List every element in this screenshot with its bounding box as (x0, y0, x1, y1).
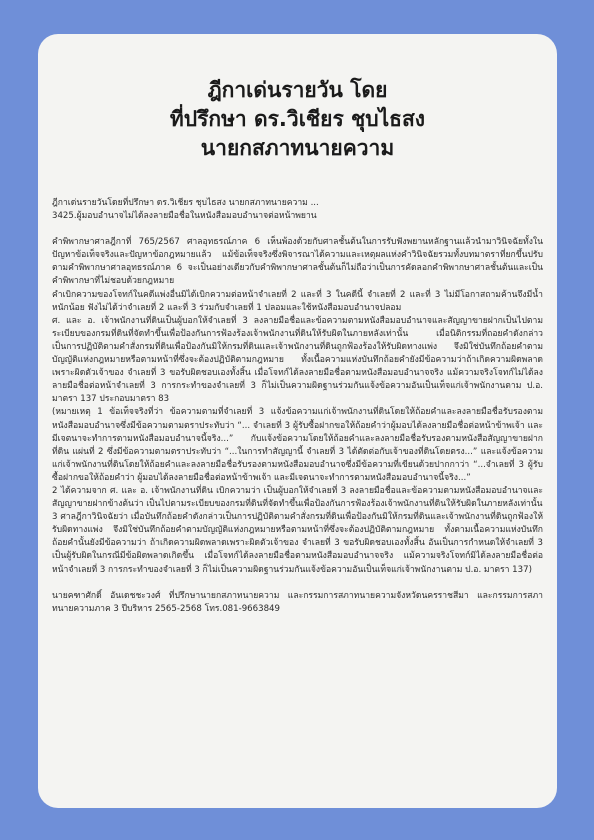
body-paragraph-3: ศ. และ อ. เจ้าพนักงานที่ดินเป็นผู้บอกให้จำเลยที่ 3 ลงลายมือชื่อและข้อความตามหนังสือมอบอำนาจและสัญญาขายฝากเป็นไปตามระเบียบของกรมที่ดินที่จัดทำขึ้นเพื่อป้องกันการฟ้องร้องเจ้าพนักงานที่ดินให้รับผิดในภายหลังเท่านั้น เมื่อนิติกรรมที่ถอยคำดังกล่าวเป็นการปฏิบัติตามคำสั่งกรมที่ดินเพื่อป้องกันมิให้กรมที่ดินและเจ้าพนักงานที่ดินถูกฟ้องร้องให้รับผิดทางแพ่ง จึงมิใช่บันทึกถ้อยคำตามบัญญัติแห่งกฎหมายหรือตามหน้าที่ซึ่งจะต้องปฏิบัติตามกฎหมาย ทั้งเนื้อความแห่งบันทึกถ้อยคำยังมีข้อความว่าถ้าเกิดความผิดพลาดเพราะผิดตัวเจ้าของ จำเลยที่ 3 ขอรับผิดชอบเองทั้งสิ้น เมื่อโจทก์ได้ลงลายมือชื่อตามหนังสือมอบอำนาจจริง แม้ความจริงโจทก์ไม่ได้ลงลายมือชื่อต่อหน้าจำเลยที่ 3 การกระทำของจำเลยที่ 3 ก็ไม่เป็นความผิดฐานร่วมกันแจ้งข้อความอันเป็นเท็จแก่เจ้าพนักงานตาม ป.อ. มาตรา 137 ประกอบมาตรา 83 (52, 315, 543, 405)
intro-line-1: ฎีกาเด่นรายวันโดยที่ปรึกษา ดร.วิเชียร ชุบไธสง นายกสภาทนายความ ... (52, 198, 319, 208)
intro-line-2: 3425.ผู้มอบอำนาจไม่ได้ลงลายมือชื่อในหนังสือมอบอำนาจต่อหน้าพยาน (52, 211, 317, 222)
note-paragraph-2: 2 ได้ความจาก ศ. และ อ. เจ้าพนักงานที่ดิน เบิกความว่า เป็นผู้บอกให้จำเลยที่ 3 ลงลายมือชื่อและข้อความตามหนังสือมอบอำนาจและสัญญาขายฝากข้างต้นว่า เป็นไปตามระเบียบของกรมที่ดินที่จัดทำขึ้นเพื่อป้องกันการฟ้องร้องเจ้าพนักงานที่ดินให้รับผิดในภายหลังเท่านั้น (52, 485, 543, 510)
document-body (52, 197, 543, 616)
author-signature: นายคฑาศักดิ์ อันเดชชะวงศ์ ที่ปรึกษานายกสภาทนายความ และกรรมการสภาทนายความจังหวัดนครราชสีมา และกรรมการสภาทนายความภาค 3 ปีบริหาร 2565-2568 โทร.081-9663849 (52, 590, 543, 614)
document-card (38, 34, 557, 808)
note-paragraph-3: 3 ศาลฎีกาวินิจฉัยว่า เมื่อบันทึกถ้อยคำดังกล่าวเป็นการปฏิบัติตามคำสั่งกรมที่ดินเพื่อป้องกันมิให้กรมที่ดินและเจ้าพนักงานที่ดินถูกฟ้องให้รับผิดทางแพ่ง จึงมิใช่บันทึกถ้อยคำตามบัญญัติแห่งกฎหมายหรือตามหน้าที่ซึ่งจะต้องปฏิบัติตามกฎหมาย ทั้งตามเนื้อความแห่งบันทึกถ้อยคำนั้นยังมีข้อความว่า ถ้าเกิดความผิดพลาดเพราะผิดตัวเจ้าของ จำเลยที่ 3 ขอรับผิดชอบเองทั้งสิ้น อันเป็นการกำหนดให้จำเลยที่ 3 เป็นผู้รับผิดในกรณีมีข้อผิดพลาดเกิดขึ้น เมื่อโจทก์ได้ลงลายมือชื่อตามหนังสือมอบอำนาจจริง แม้ความจริงโจทก์มิได้ลงลายมือชื่อต่อหน้าจำเลยที่ 3 การกระทำของจำเลยที่ 3 ก็ไม่เป็นความผิดฐานร่วมกันแจ้งข้อความอันเป็นเท็จแก่เจ้าพนักงานตาม ป.อ. มาตรา 137) (52, 512, 543, 575)
title-line-3: นายกสภาทนายความ (200, 136, 395, 160)
title-line-2: ที่ปรึกษา ดร.วิเชียร ชุบไธสง (169, 107, 426, 131)
body-paragraph-1: คำพิพากษาศาลฎีกาที่ 765/2567 ศาลอุทธรณ์ภาค 6 เห็นพ้องด้วยกับศาลชั้นต้นในการรับฟังพยานหลักฐานแล้วนำมาวินิจฉัยทั้งในปัญหาข้อเท็จจริงและปัญหาข้อกฎหมายแล้ว แม้ข้อเท็จจริงซึ่งพิจารณาได้ความและเหตุผลแห่งคำวินิจฉัยรวมทั้งบทมาตราที่ยกขึ้นปรับตามคำพิพากษาศาลอุทธรณ์ภาค 6 จะเป็นอย่างเดียวกับคำพิพากษาศาลชั้นต้นก็ไม่ถือว่าเป็นการคัดลอกคำพิพากษาศาลชั้นต้นและเป็นคำพิพากษาที่ไม่ชอบด้วยกฎหมาย (52, 237, 543, 287)
spacer (52, 223, 543, 236)
spacer (52, 577, 543, 590)
document-title (52, 76, 543, 163)
body-paragraph-2: คำเบิกความของโจทก์ในคดีแพ่งอื่นมิได้เบิกความต่อหน้าจำเลยที่ 2 และที่ 3 ในคดีนี้ จำเลยที่ 2 และที่ 3 ไม่มีโอกาสถามค้านจึงมีน้ำหนักน้อย ฟังไม่ได้ว่าจำเลยที่ 2 และที่ 3 ร่วมกับจำเลยที่ 1 ปลอมและใช้หนังสือมอบอำนาจปลอม (52, 289, 543, 313)
note-paragraph-1: (หมายเหตุ 1 ข้อเท็จจริงที่ว่า ข้อความตามที่จำเลยที่ 3 แจ้งข้อความแก่เจ้าพนักงานที่ดินโดยให้ถ้อยคำและลงลายมือชื่อรับรองตามหนังสือมอบอำนาจซึ่งมีข้อความตามตราประทับว่า “... จำเลยที่ 3 ผู้รับซื้อฝากขอให้ถ้อยคำว่าผู้มอบได้ลงลายมือชื่อต่อหน้าข้าพเจ้า และมีเจตนาจะทำการตามหนังสือมอบอำนาจนี้จริง...” กับแจ้งข้อความโดยให้ถ้อยคำและลงลายมือชื่อรับรองตามหนังสือสัญญาขายฝากที่ดิน แผ่นที่ 2 ซึ่งมีข้อความตามตราประทับว่า “...ในการทำสัญญานี้ จำเลยที่ 3 ได้ตัดต่อกับเจ้าของที่ดินโดยตรง...” และแจ้งข้อความแก่เจ้าพนักงานที่ดินโดยให้ถ้อยคำและลงลายมือชื่อรับรองตามหนังสือมอบอำนาจซึ่งมีข้อความที่เขียนด้วยปากกาว่า “...จำเลยที่ 3 ผู้รับซื้อฝากขอให้ถ้อยคำว่า ผู้มอบได้ลงลายมือชื่อต่อหน้าข้าพเจ้า และมีเจตนาจะทำการตามหนังสือมอบอำนาจนี้จริง...” (52, 407, 543, 483)
title-line-1: ฎีกาเด่นรายวัน โดย (207, 78, 388, 102)
